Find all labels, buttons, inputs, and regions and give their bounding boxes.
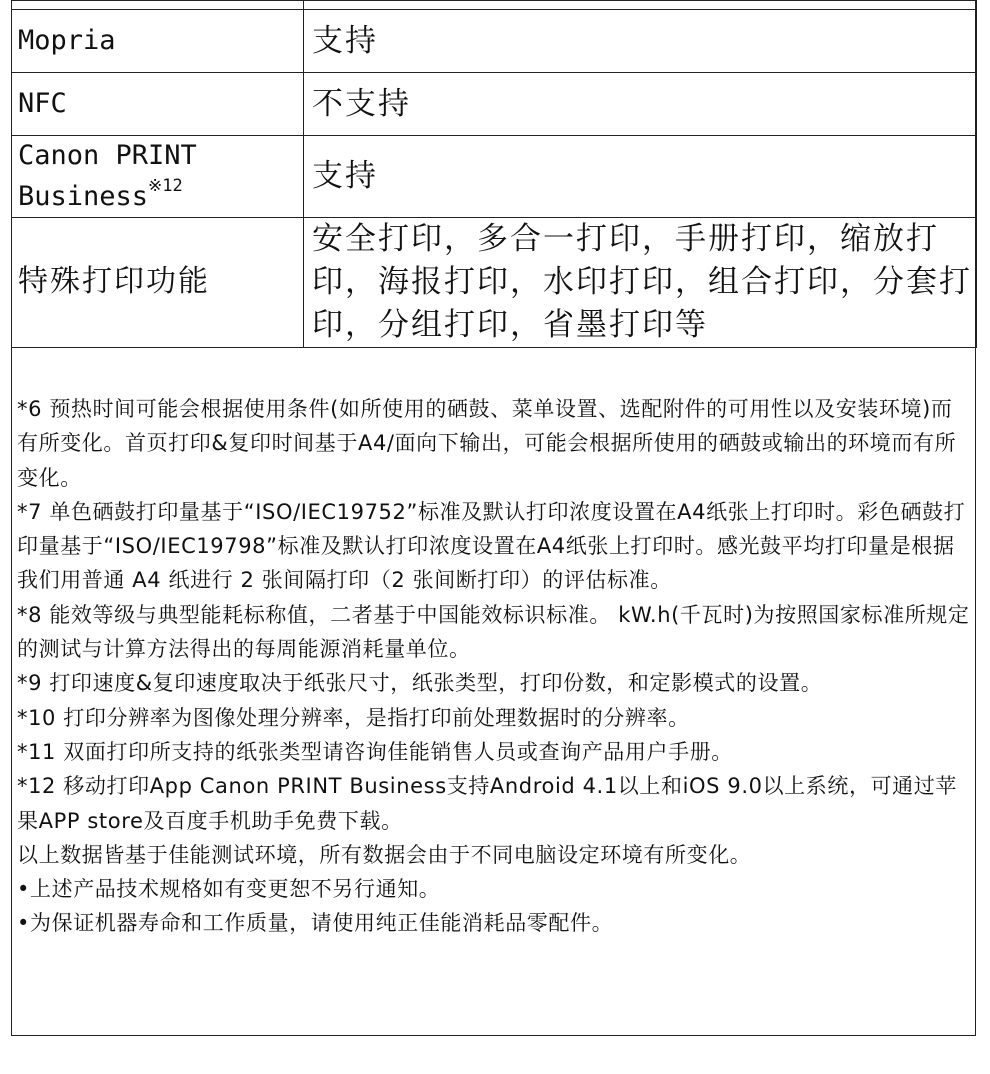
table-row-mopria <box>12 10 977 73</box>
table-row-top-edge <box>12 1 977 10</box>
footnote-6: *6 预热时间可能会根据使用条件(如所使用的硒鼓、菜单设置、选配附件的可用性以及安装环境)而有所变化。首页打印&复印时间基于A4/面向下输出，可能会根据所使用的硒鼓或输出的环境而有所变化。 <box>17 397 957 490</box>
table-row-canon-print <box>12 136 977 218</box>
spec-value-canon-print: 支持 <box>304 136 977 218</box>
empty-cell <box>12 1 304 10</box>
footnote-7: *7 单色硒鼓打印量基于“ISO/IEC19752”标准及默认打印浓度设置在A4纸张上打印时。彩色硒鼓打印量基于“ISO/IEC19798”标准及默认打印浓度设置在A4纸张上打印时。感光鼓平均打印量是根据我们用普通 A4 纸进行 2 张间隔打印（2 张间断打印）的评估标准。 <box>17 499 966 593</box>
spec-value-special-print: 安全打印，多合一打印，手册打印，缩放打印，海报打印，水印打印，组合打印，分套打印，分组打印，省墨打印等 <box>304 218 977 348</box>
spec-table <box>11 0 977 348</box>
spec-value-mopria: 支持 <box>304 10 977 73</box>
table-row-special-print <box>12 218 977 348</box>
footnote-11: *11 双面打印所支持的纸张类型请咨询佳能销售人员或查询产品用户手册。 <box>17 739 733 764</box>
footnotes <box>17 392 972 941</box>
table-row-nfc <box>12 73 977 136</box>
empty-cell <box>304 1 977 10</box>
spec-key-canon-print-line2: Business <box>18 181 149 212</box>
bullet-note-2: • 为保证机器寿命和工作质量，请使用纯正佳能消耗品零配件。 <box>17 906 972 940</box>
footnote-marker: ※12 <box>148 176 183 196</box>
spec-key-canon-print <box>12 136 304 218</box>
spec-key-mopria: Mopria <box>12 10 304 73</box>
spec-key-canon-print-line1: Canon PRINT <box>18 140 197 171</box>
bullet-note-1: • 上述产品技术规格如有变更恕不另行通知。 <box>17 872 972 906</box>
footnote-8: *8 能效等级与典型能耗标称值，二者基于中国能效标识标准。 kW.h(千瓦时)为按照国家标准所规定的测试与计算方法得出的每周能源消耗量单位。 <box>17 602 970 662</box>
spec-key-nfc: NFC <box>12 73 304 136</box>
footnote-12: *12 移动打印App Canon PRINT Business支持Android 4.1以上和iOS 9.0以上系统，可通过苹果APP store及百度手机助手免费下载。 <box>17 774 957 833</box>
spec-key-special-print <box>12 218 304 348</box>
footnote-9: *9 打印速度&复印速度取决于纸张尺寸，纸张类型，打印份数，和定影模式的设置。 <box>17 671 823 696</box>
footnote-10: *10 打印分辨率为图像处理分辨率，是指打印前处理数据时的分辨率。 <box>17 705 690 730</box>
spec-key-special-print-label: 特殊打印功能 <box>18 264 210 299</box>
environment-note: 以上数据皆基于佳能测试环境，所有数据会由于不同电脑设定环境有所变化。 <box>17 842 752 867</box>
spec-value-nfc: 不支持 <box>304 73 977 136</box>
